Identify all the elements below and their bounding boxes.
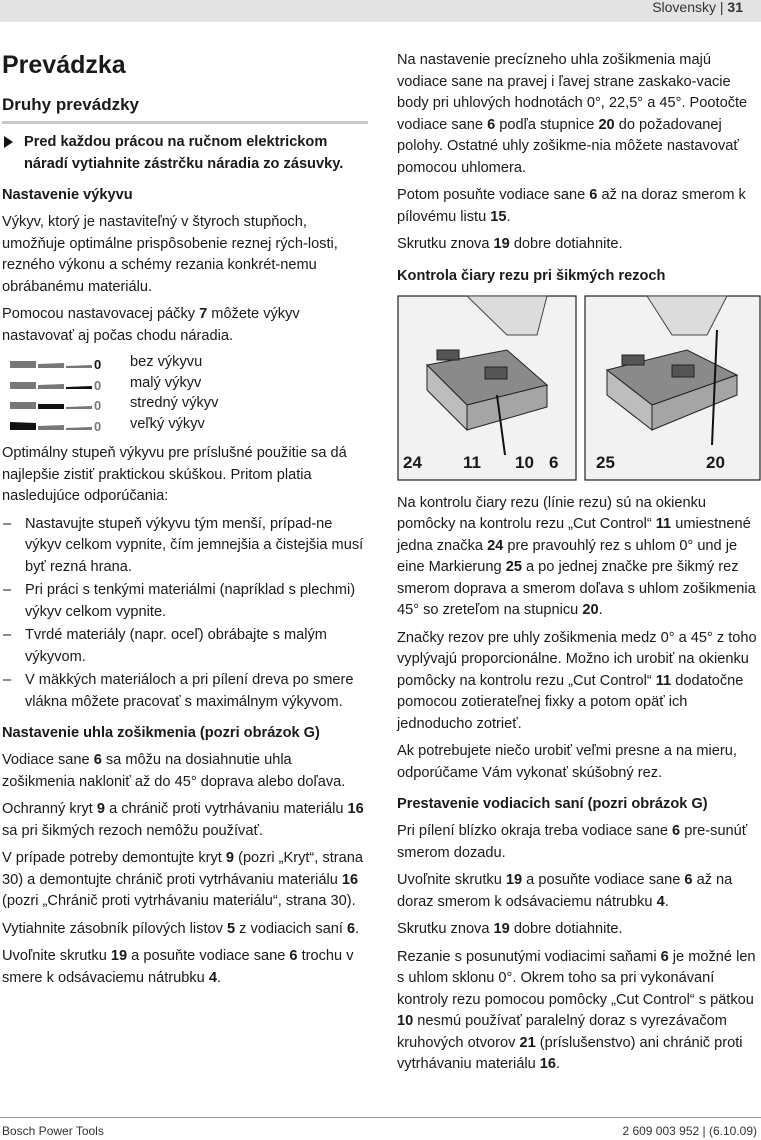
callout-6: 6 bbox=[549, 452, 559, 472]
stroke-label: malý výkyv bbox=[130, 374, 202, 391]
header-language-page bbox=[652, 0, 743, 15]
bevel-paragraph-1: Vodiace sane 6 sa môžu na dosiahnutie uhla zošikmenia nakloniť až do 45° doprava alebo doľava. bbox=[2, 752, 346, 790]
stroke-paragraph-1: Výkyv, ktorý je nastaviteľný v štyroch stupňoch, umožňuje optimálne prispôsobenie reznej rých-losti, rezného výkonu a schémy rezania konkrét-nemu obrábanému materiálu. bbox=[2, 214, 338, 295]
cut-control-paragraph-2: Značky rezov pre uhly zošikmenia medz 0° a 45° z toho vyplývajú proporcionálne. Možno ich urobiť na okienku pomôcky na kontrolu rezu „Cut Control“ 11 dodatočne pomocou zotierateľnej fixky a potom opäť ich jednoducho zotrieť. bbox=[397, 629, 757, 732]
footer-brand: Bosch Power Tools bbox=[2, 1124, 104, 1138]
page-title: Prevádzka bbox=[2, 51, 126, 79]
bevel-paragraph-3: V prípade potreby demontujte kryt 9 (pozri „Kryt“, strana 30) a demontujte chránič proti vytrhávaniu materiálu 16 (pozri „Chránič proti vytrhávaniu materiálu“, strana 30). bbox=[2, 850, 363, 909]
bevel-paragraph-4: Vytiahnite zásobník pílových listov 5 z vodiacich saní 6. bbox=[2, 920, 360, 937]
page-footer bbox=[0, 1117, 761, 1140]
stroke-level-table bbox=[10, 353, 368, 435]
header-language: Slovensky bbox=[652, 0, 716, 15]
stroke-level-2-icon bbox=[10, 399, 106, 411]
recommendations-list bbox=[2, 514, 368, 714]
shift-paragraph-3: Skrutku znova 19 dobre dotiahnite. bbox=[397, 921, 623, 937]
stroke-digit: 0 bbox=[94, 358, 102, 370]
footer-doc-number: 2 609 003 952 | (6.10.09) bbox=[622, 1124, 757, 1138]
left-column bbox=[2, 50, 368, 995]
bevel-paragraph-6: Na nastavenie precízneho uhla zošikmenia majú vodiace sane na pravej i ľavej strane zaskako-vacie body pri uhlových hodnotách 0°, 22,5° a 45°. Pootočte vodiace sane 6 podľa stupnice 20 do požadovanej polohy. Ostatné uhly zošikme-nia môžete nastavovať pomocou uhlomera. bbox=[397, 52, 748, 176]
callout-11: 11 bbox=[463, 452, 481, 472]
bevel-paragraph-5: Uvoľnite skrutku 19 a posuňte vodiace sane 6 trochu v smere k odsávaciemu nátrubku 4. bbox=[2, 948, 354, 986]
section-heading: Druhy prevádzky bbox=[2, 94, 368, 124]
stroke-digit: 0 bbox=[94, 399, 102, 411]
right-column bbox=[397, 50, 759, 1082]
stroke-label: veľký výkyv bbox=[130, 415, 205, 432]
stroke-label: stredný výkyv bbox=[130, 395, 219, 411]
list-item: – V mäkkých materiáloch a pri pílení dreva po smere vlákna môžete pracovať s maximálnym výkyvom. bbox=[2, 670, 368, 713]
shift-paragraph-4: Rezanie s posunutými vodiacimi saňami 6 je možné len s uhlom sklonu 0°. Okrem toho sa pri vykonávaní kontroly rezu pomocou pomôcky „Cut Control“ s pätkou 10 nesmú používať paralelný doraz s vyrezávačom kruhových otvorov 21 (príslušenstvo) ani chránič proti vytrhávaniu materiálu 16. bbox=[397, 948, 756, 1072]
stroke-level-row bbox=[10, 353, 368, 374]
bevel-paragraph-2: Ochranný kryt 9 a chránič proti vytrhávaniu materiálu 16 sa pri šikmých rezoch nemôžu používať. bbox=[2, 801, 364, 839]
shift-heading: Prestavenie vodiacich saní (pozri obrázok G) bbox=[397, 796, 708, 812]
stroke-digit: 0 bbox=[94, 378, 102, 391]
callout-10: 10 bbox=[515, 452, 534, 472]
stroke-level-row bbox=[10, 394, 368, 415]
list-item: – Tvrdé materiály (napr. oceľ) obrábajte s malým výkyvom. bbox=[2, 625, 368, 668]
callout-20: 20 bbox=[706, 452, 725, 472]
bevel-heading: Nastavenie uhla zošikmenia (pozri obrázok G) bbox=[2, 725, 320, 741]
stroke-level-row bbox=[10, 415, 368, 436]
stroke-paragraph-3: Optimálny stupeň výkyvu pre príslušné použitie sa dá najlepšie zistiť praktickou skúškou. Pritom platia nasledujúce odporúčania: bbox=[2, 445, 347, 504]
shift-paragraph-1: Pri pílení blízko okraja treba vodiace sane 6 pre-sunúť smerom dozadu. bbox=[397, 823, 748, 861]
cut-control-paragraph-1: Na kontrolu čiary rezu (línie rezu) sú na okienku pomôcky na kontrolu rezu „Cut Control“ 11 umiestnené jedna značka 24 pre pravouhlý rez s uhlom 0° und je eine Markierung 25 a po jednej značke pre šikmý rez smerom doprava a smerom doľava s uhlom zošikmenia 45° so zreteľom na stupnicu 20. bbox=[397, 494, 756, 618]
page-number: 31 bbox=[727, 0, 743, 15]
list-item: – Nastavujte stupeň výkyvu tým menší, prípad-ne výkyv celkom vypnite, čím jemnejšia a čistejšia musí byť rezná hrana. bbox=[2, 514, 368, 579]
page-header bbox=[0, 0, 761, 22]
safety-warning bbox=[2, 132, 368, 175]
list-item: – Pri práci s tenkými materiálmi (napríklad s plechmi) výkyv celkom vypnite. bbox=[2, 580, 368, 623]
stroke-heading: Nastavenie výkyvu bbox=[2, 187, 133, 203]
stroke-label: bez výkyvu bbox=[130, 354, 203, 370]
header-separator: | bbox=[719, 0, 724, 15]
bevel-paragraph-8: Skrutku znova 19 dobre dotiahnite. bbox=[397, 236, 623, 252]
stroke-level-row bbox=[10, 374, 368, 395]
stroke-level-1-icon bbox=[10, 379, 106, 391]
stroke-level-3-icon bbox=[10, 420, 106, 432]
cut-control-figure bbox=[397, 295, 761, 481]
bullet-triangle-icon bbox=[4, 136, 13, 148]
shift-paragraph-2: Uvoľnite skrutku 19 a posuňte vodiace sane 6 až na doraz smerom k odsávaciemu nátrubku 4. bbox=[397, 872, 733, 910]
callout-25: 25 bbox=[596, 452, 615, 472]
callout-24: 24 bbox=[403, 452, 422, 472]
bevel-paragraph-7: Potom posuňte vodiace sane 6 až na doraz smerom k pílovému listu 15. bbox=[397, 187, 746, 225]
stroke-level-0-icon bbox=[10, 358, 106, 370]
cut-control-heading: Kontrola čiary rezu pri šikmých rezoch bbox=[397, 267, 666, 284]
stroke-paragraph-2: Pomocou nastavovacej páčky 7 môžete výkyv nastavovať aj počas chodu náradia. bbox=[2, 306, 300, 344]
stroke-digit: 0 bbox=[94, 419, 102, 432]
cut-control-paragraph-3: Ak potrebujete niečo urobiť veľmi presne a na mieru, odporúčame Vám vykonať skúšobný rez. bbox=[397, 743, 737, 781]
warning-text: Pred každou prácou na ručnom elektrickom náradí vytiahnite zástrčku náradia zo zásuvky. bbox=[24, 134, 344, 172]
